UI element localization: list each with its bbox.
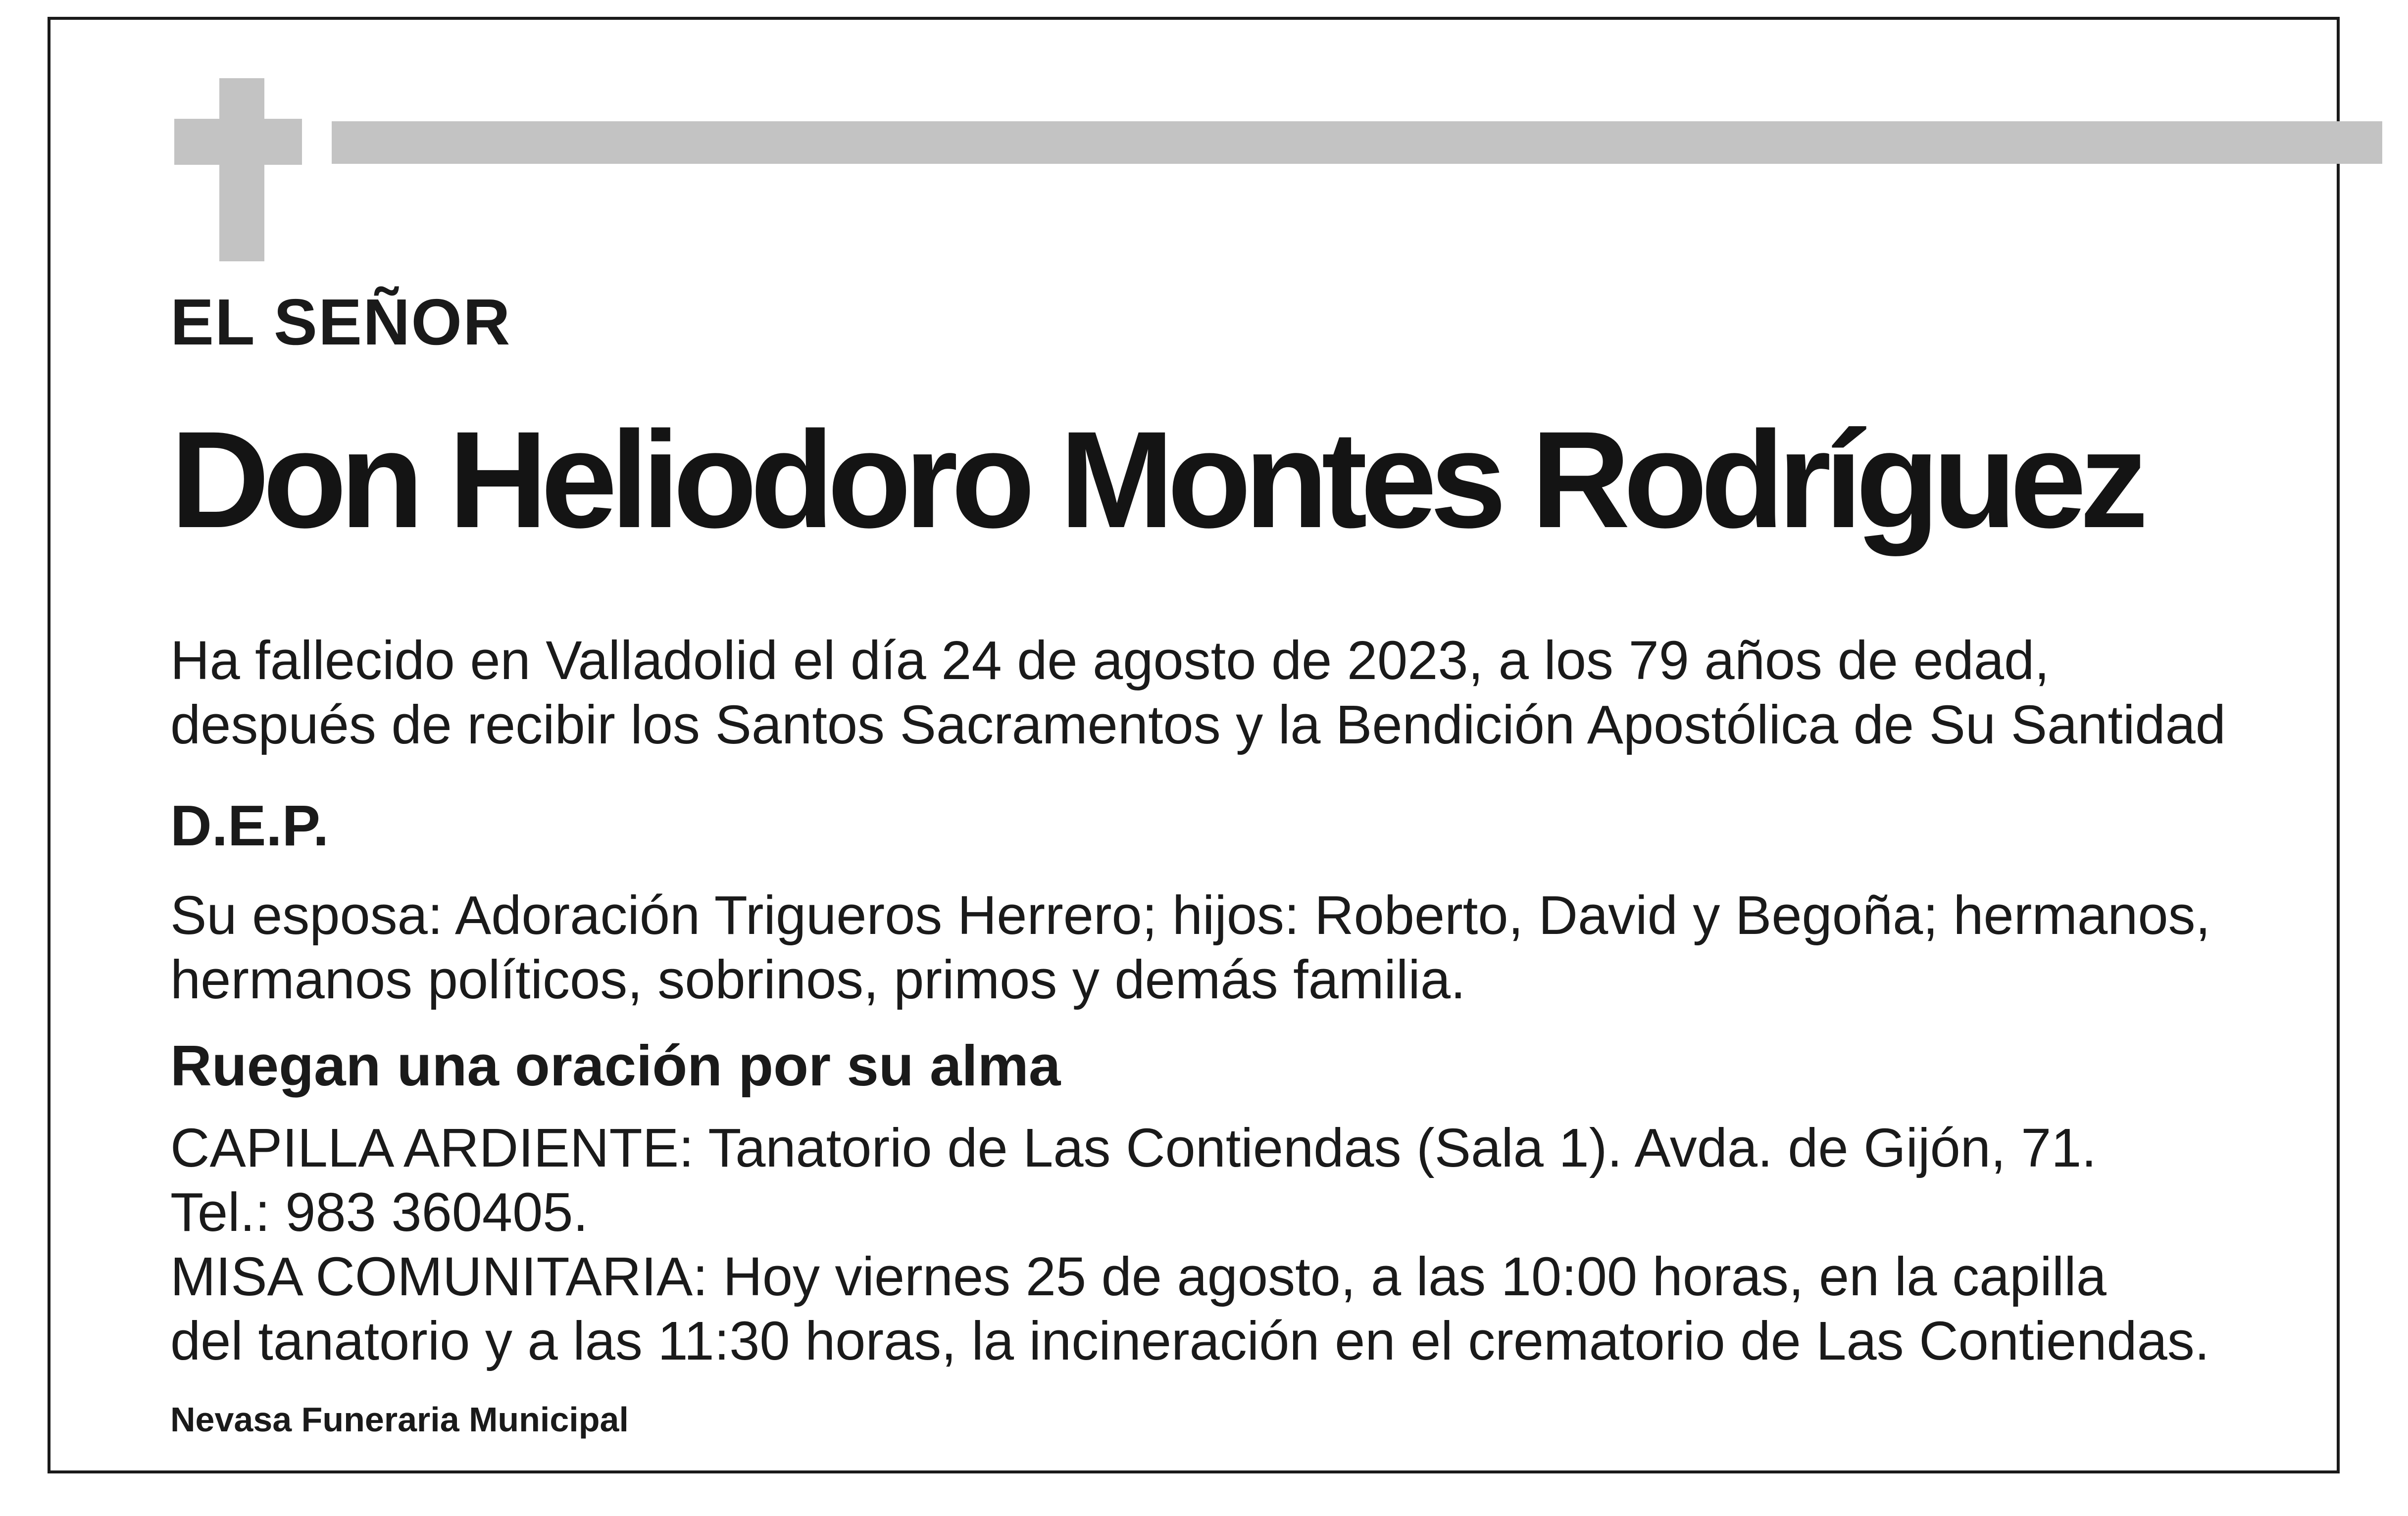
family-list bbox=[170, 883, 2210, 1012]
title-label: EL SEÑOR bbox=[170, 286, 511, 358]
prayer-request: Ruegan una oración por su alma bbox=[170, 1033, 1061, 1098]
cross-vertical-bar bbox=[219, 78, 264, 261]
services-line: del tanatorio y a las 11:30 horas, la incineración en el crematorio de Las Contiendas. bbox=[170, 1311, 2210, 1371]
death-info-line: Ha fallecido en Valladolid el día 24 de agosto de 2023, a los 79 años de edad, bbox=[170, 630, 2050, 691]
cross-horizontal-bar bbox=[174, 119, 302, 165]
services-info bbox=[170, 1116, 2209, 1373]
obituary-notice bbox=[48, 17, 2340, 1473]
header-rule bbox=[332, 121, 2382, 164]
services-line: Tel.: 983 360405. bbox=[170, 1182, 589, 1243]
family-line: hermanos políticos, sobrinos, primos y demás familia. bbox=[170, 949, 1466, 1010]
death-info-line: después de recibir los Santos Sacramentos y la Bendición Apostólica de Su Santidad bbox=[170, 694, 2226, 755]
dep-label: D.E.P. bbox=[170, 793, 329, 858]
services-line: CAPILLA ARDIENTE: Tanatorio de Las Contiendas (Sala 1). Avda. de Gijón, 71. bbox=[170, 1118, 2097, 1178]
family-line: Su esposa: Adoración Trigueros Herrero; hijos: Roberto, David y Begoña; hermanos, bbox=[170, 885, 2211, 946]
funeral-home: Nevasa Funeraria Municipal bbox=[170, 1400, 629, 1439]
deceased-name: Don Heliodoro Montes Rodríguez bbox=[170, 402, 2142, 556]
death-info bbox=[170, 629, 2226, 757]
services-line: MISA COMUNITARIA: Hoy viernes 25 de agosto, a las 10:00 horas, en la capilla bbox=[170, 1246, 2107, 1307]
